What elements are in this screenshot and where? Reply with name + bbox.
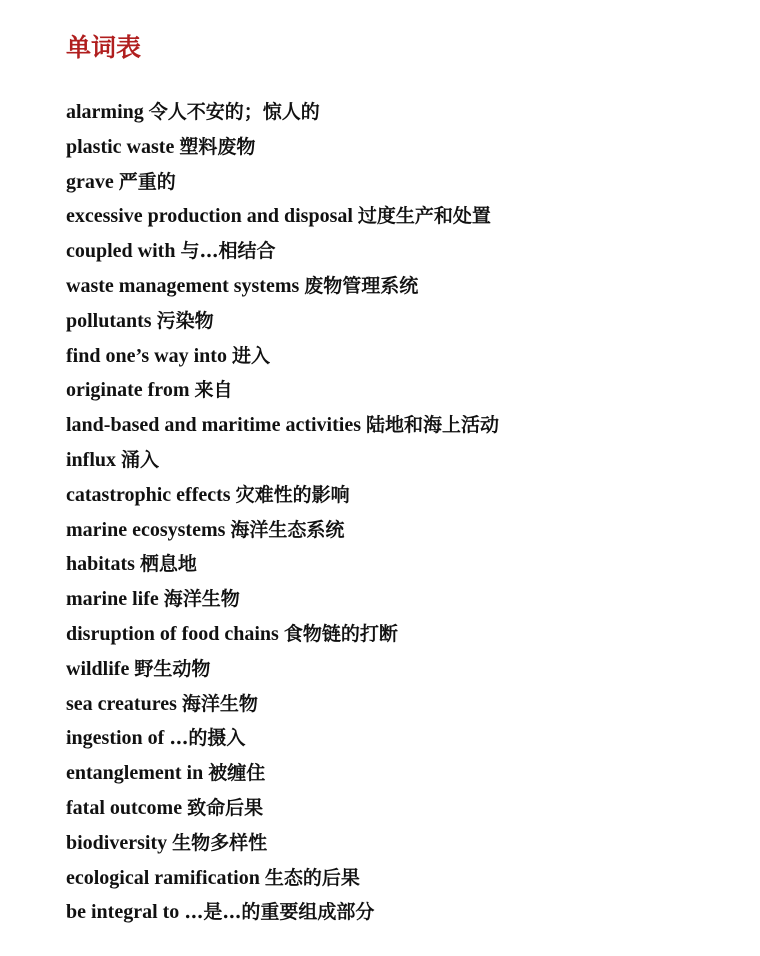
english-term: excessive production and disposal bbox=[66, 205, 353, 228]
chinese-meaning: 过度生产和处置 bbox=[357, 205, 491, 228]
english-term: catastrophic effects bbox=[66, 483, 231, 506]
english-term: alarming bbox=[66, 101, 144, 123]
vocab-entry bbox=[66, 791, 499, 826]
english-term: marine ecosystems bbox=[66, 518, 226, 541]
chinese-meaning: 陆地和海上活动 bbox=[366, 414, 500, 437]
english-term: land-based and maritime activities bbox=[66, 414, 361, 437]
english-term: waste management systems bbox=[66, 274, 300, 297]
english-term: plastic waste bbox=[66, 135, 175, 158]
vocab-entry bbox=[66, 373, 499, 408]
vocab-entry bbox=[66, 652, 499, 687]
chinese-meaning: 海洋生物 bbox=[181, 692, 258, 715]
chinese-meaning: …的摄入 bbox=[169, 727, 246, 750]
english-term: pollutants bbox=[66, 309, 152, 332]
vocab-entry bbox=[66, 95, 499, 130]
chinese-meaning: 海洋生物 bbox=[163, 588, 240, 611]
vocab-entry bbox=[66, 513, 499, 548]
english-term: coupled with bbox=[66, 240, 176, 263]
vocab-entry bbox=[66, 478, 499, 513]
page-title: 单词表 bbox=[66, 33, 142, 62]
chinese-meaning: 被缠住 bbox=[208, 762, 266, 785]
vocab-entry bbox=[66, 408, 499, 443]
chinese-meaning: 严重的 bbox=[118, 170, 176, 193]
chinese-meaning: 栖息地 bbox=[139, 553, 197, 576]
english-term: wildlife bbox=[66, 657, 130, 680]
chinese-meaning: 野生动物 bbox=[134, 657, 211, 680]
chinese-meaning: 来自 bbox=[194, 379, 233, 402]
english-term: fatal outcome bbox=[66, 796, 183, 819]
vocab-entry bbox=[66, 339, 499, 374]
chinese-meaning: 食物链的打断 bbox=[283, 622, 398, 645]
english-term: find one’s way into bbox=[66, 344, 227, 367]
chinese-meaning: 生态的后果 bbox=[264, 866, 360, 889]
vocab-entry bbox=[66, 895, 499, 930]
vocab-entry bbox=[66, 130, 499, 165]
chinese-meaning: 令人不安的；惊人的 bbox=[148, 101, 320, 123]
english-term: entanglement in bbox=[66, 762, 204, 785]
vocab-entry bbox=[66, 826, 499, 861]
vocab-entry bbox=[66, 269, 499, 304]
english-term: ingestion of bbox=[66, 727, 165, 750]
vocab-entry bbox=[66, 617, 499, 652]
english-term: grave bbox=[66, 170, 114, 193]
chinese-meaning: 污染物 bbox=[156, 309, 214, 332]
english-term: marine life bbox=[66, 588, 159, 611]
vocab-entry bbox=[66, 687, 499, 722]
vocab-entry bbox=[66, 861, 499, 896]
chinese-meaning: 灾难性的影响 bbox=[235, 483, 350, 506]
vocab-entry bbox=[66, 721, 499, 756]
vocab-entry bbox=[66, 547, 499, 582]
english-term: influx bbox=[66, 448, 117, 471]
vocab-entry bbox=[66, 165, 499, 200]
chinese-meaning: 废物管理系统 bbox=[304, 274, 419, 297]
english-term: be integral to bbox=[66, 901, 180, 924]
english-term: disruption of food chains bbox=[66, 622, 279, 645]
chinese-meaning: 海洋生态系统 bbox=[230, 518, 345, 541]
vocabulary-list bbox=[66, 95, 499, 930]
english-term: biodiversity bbox=[66, 831, 168, 854]
english-term: originate from bbox=[66, 379, 190, 402]
chinese-meaning: 生物多样性 bbox=[172, 831, 268, 854]
vocab-entry bbox=[66, 199, 499, 234]
chinese-meaning: 塑料废物 bbox=[179, 135, 256, 158]
chinese-meaning: …是…的重要组成部分 bbox=[184, 901, 375, 924]
vocab-entry bbox=[66, 443, 499, 478]
vocab-entry bbox=[66, 304, 499, 339]
vocab-entry bbox=[66, 756, 499, 791]
english-term: sea creatures bbox=[66, 692, 177, 715]
chinese-meaning: 致命后果 bbox=[187, 796, 264, 819]
chinese-meaning: 与…相结合 bbox=[180, 240, 276, 263]
english-term: ecological ramification bbox=[66, 866, 260, 889]
vocab-entry bbox=[66, 582, 499, 617]
english-term: habitats bbox=[66, 553, 135, 576]
chinese-meaning: 进入 bbox=[231, 344, 270, 367]
vocab-entry bbox=[66, 234, 499, 269]
chinese-meaning: 涌入 bbox=[121, 448, 160, 471]
